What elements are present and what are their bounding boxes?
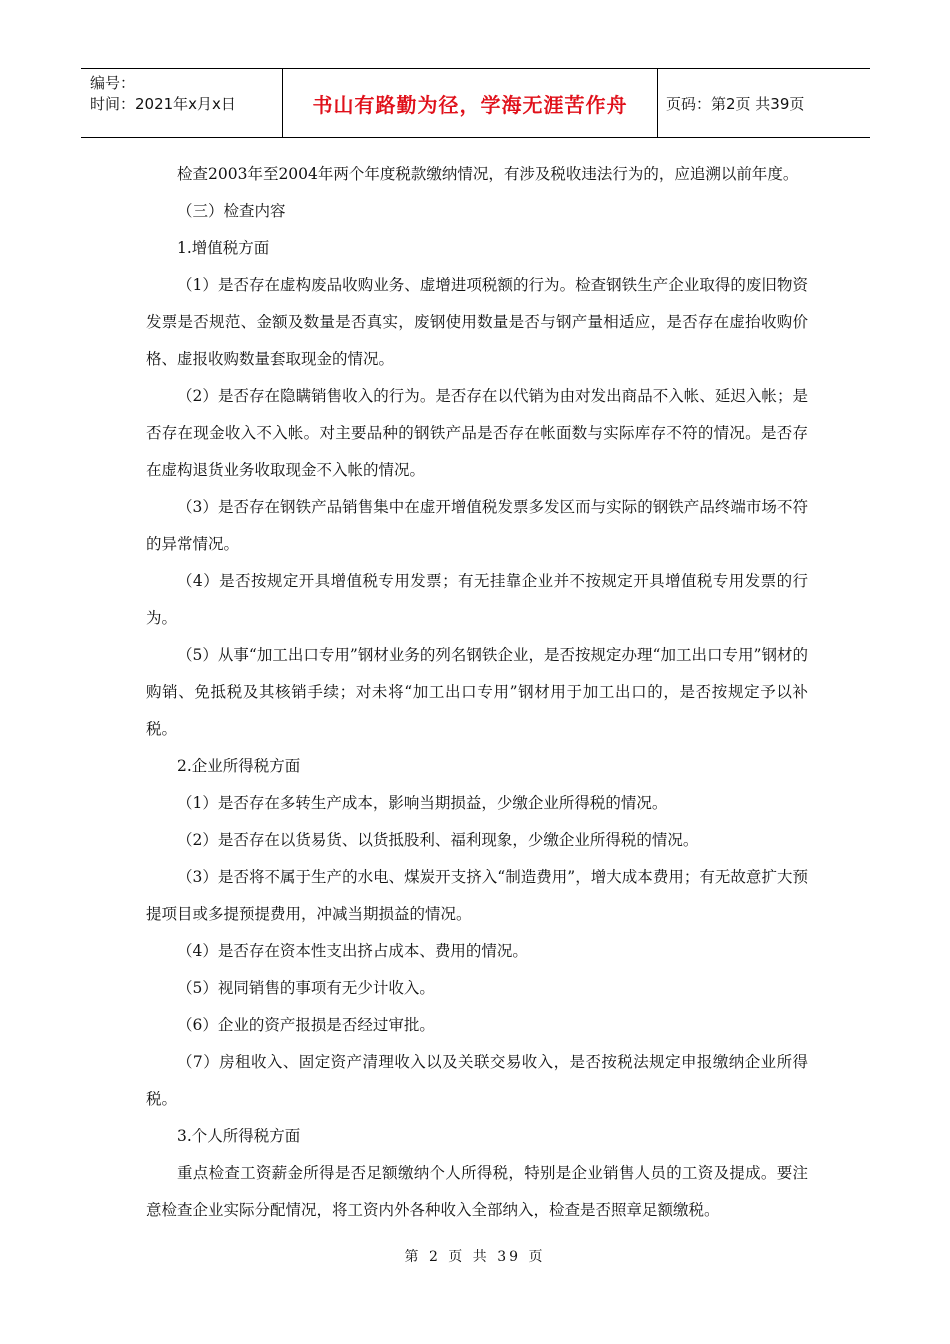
header-page-info: 页码：第2页 共39页 (666, 94, 805, 113)
list-item: （5）从事“加工出口专用”钢材业务的列名钢铁企业，是否按规定办理“加工出口专用”钢材的购销、免抵税及其核销手续；对未将“加工出口专用”钢材用于加工出口的，是否按规定予以补税。 (146, 646, 808, 738)
subsection-heading: 3.个人所得税方面 (177, 1127, 301, 1145)
section-heading: （三）检查内容 (177, 202, 286, 220)
list-item: （4）是否按规定开具增值税专用发票；有无挂靠企业并不按规定开具增值税专用发票的行为。 (146, 572, 808, 627)
list-item: （3）是否将不属于生产的水电、煤炭开支挤入“制造费用”，增大成本费用；有无故意扩大预提项目或多提预提费用，冲减当期损益的情况。 (146, 868, 808, 923)
page-footer: 第 2 页 共 39 页 (404, 1249, 546, 1265)
list-item: （7）房租收入、固定资产清理收入以及关联交易收入，是否按税法规定申报缴纳企业所得税。 (146, 1053, 808, 1108)
document-time-label: 时间：2021年x月x日 (90, 95, 236, 113)
document-body (146, 156, 808, 1229)
paragraph: 重点检查工资薪金所得是否足额缴纳个人所得税，特别是企业销售人员的工资及提成。要注意检查企业实际分配情况，将工资内外各种收入全部纳入，检查是否照章足额缴税。 (146, 1164, 808, 1219)
list-item: （6）企业的资产报损是否经过审批。 (177, 1016, 435, 1034)
subsection-heading: 1.增值税方面 (177, 239, 270, 257)
header-motto: 书山有路勤为径，学海无涯苦作舟 (283, 69, 658, 137)
list-item: （3）是否存在钢铁产品销售集中在虚开增值税发票多发区而与实际的钢铁产品终端市场不符的异常情况。 (146, 498, 808, 553)
document-header (81, 68, 870, 138)
list-item: （2）是否存在隐瞒销售收入的行为。是否存在以代销为由对发出商品不入帐、延迟入帐；是否存在现金收入不入帐。对主要品种的钢铁产品是否存在帐面数与实际库存不符的情况。是否存在虚构退货业务收取现金不入帐的情况。 (146, 387, 808, 479)
list-item: （2）是否存在以货易货、以货抵股利、福利现象，少缴企业所得税的情况。 (177, 831, 699, 849)
header-meta-cell (81, 69, 283, 137)
list-item: （4）是否存在资本性支出挤占成本、费用的情况。 (177, 942, 528, 960)
paragraph: 检查2003年至2004年两个年度税款缴纳情况，有涉及税收违法行为的，应追溯以前年度。 (177, 165, 799, 183)
list-item: （5）视同销售的事项有无少计收入。 (177, 979, 435, 997)
list-item: （1）是否存在虚构废品收购业务、虚增进项税额的行为。检查钢铁生产企业取得的废旧物资发票是否规范、金额及数量是否真实，废钢使用数量是否与钢产量相适应，是否存在虚抬收购价格、虚报收购数量套取现金的情况。 (146, 276, 808, 368)
document-number-label: 编号： (90, 74, 136, 92)
subsection-heading: 2.企业所得税方面 (177, 757, 301, 775)
list-item: （1）是否存在多转生产成本，影响当期损益，少缴企业所得税的情况。 (177, 794, 668, 812)
